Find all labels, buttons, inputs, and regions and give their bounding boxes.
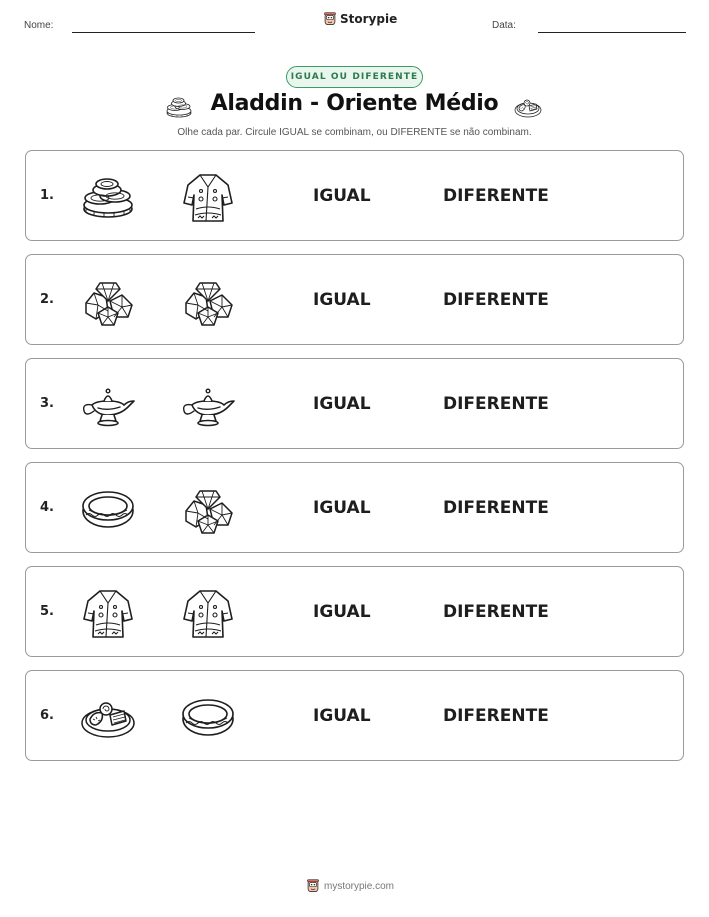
same-option[interactable]: IGUAL xyxy=(313,186,371,206)
row-number: 4. xyxy=(40,500,54,515)
robe-icon xyxy=(80,585,136,641)
name-line[interactable] xyxy=(72,32,255,33)
same-option[interactable]: IGUAL xyxy=(313,394,371,414)
storypie-mascot-icon xyxy=(323,12,337,26)
different-option[interactable]: DIFERENTE xyxy=(443,290,549,310)
exercise-row-4 xyxy=(25,462,684,553)
exercise-row-5 xyxy=(25,566,684,657)
same-option[interactable]: IGUAL xyxy=(313,290,371,310)
different-option[interactable]: DIFERENTE xyxy=(443,186,549,206)
page-title: Aladdin - Oriente Médio xyxy=(210,91,499,116)
robe-icon xyxy=(180,585,236,641)
gems-icon xyxy=(180,481,236,537)
exercise-row-3 xyxy=(25,358,684,449)
instructions: Olhe cada par. Circule IGUAL se combinam, ou DIFERENTE se não combinam. xyxy=(177,127,532,138)
exercise-row-6 xyxy=(25,670,684,761)
footer-url[interactable]: mystorypie.com xyxy=(324,880,395,892)
lamp-icon xyxy=(180,377,236,433)
bracelet-icon xyxy=(180,689,236,745)
same-option[interactable]: IGUAL xyxy=(313,602,371,622)
date-line[interactable] xyxy=(538,32,686,33)
lamp-icon xyxy=(80,377,136,433)
row-number: 3. xyxy=(40,396,54,411)
different-option[interactable]: DIFERENTE xyxy=(443,394,549,414)
storypie-mascot-icon xyxy=(306,879,320,893)
same-option[interactable]: IGUAL xyxy=(313,706,371,726)
gems-icon xyxy=(180,273,236,329)
sweets-plate-icon xyxy=(80,689,136,745)
sweets-plate-icon xyxy=(513,93,543,121)
row-number: 2. xyxy=(40,292,54,307)
date-label: Data: xyxy=(492,20,516,31)
footer xyxy=(306,879,394,893)
bracelet-icon xyxy=(80,481,136,537)
different-option[interactable]: DIFERENTE xyxy=(443,602,549,622)
robe-icon xyxy=(180,169,236,225)
different-option[interactable]: DIFERENTE xyxy=(443,498,549,518)
row-number: 1. xyxy=(40,188,54,203)
same-option[interactable]: IGUAL xyxy=(313,498,371,518)
brand-logo xyxy=(323,12,397,26)
brand-name: Storypie xyxy=(340,12,398,26)
different-option[interactable]: DIFERENTE xyxy=(443,706,549,726)
exercise-row-2 xyxy=(25,254,684,345)
activity-badge: IGUAL OU DIFERENTE xyxy=(286,66,423,88)
name-label: Nome: xyxy=(24,20,54,31)
coins-icon xyxy=(80,169,136,225)
row-number: 5. xyxy=(40,604,54,619)
row-number: 6. xyxy=(40,708,54,723)
exercise-row-1 xyxy=(25,150,684,241)
gems-icon xyxy=(80,273,136,329)
